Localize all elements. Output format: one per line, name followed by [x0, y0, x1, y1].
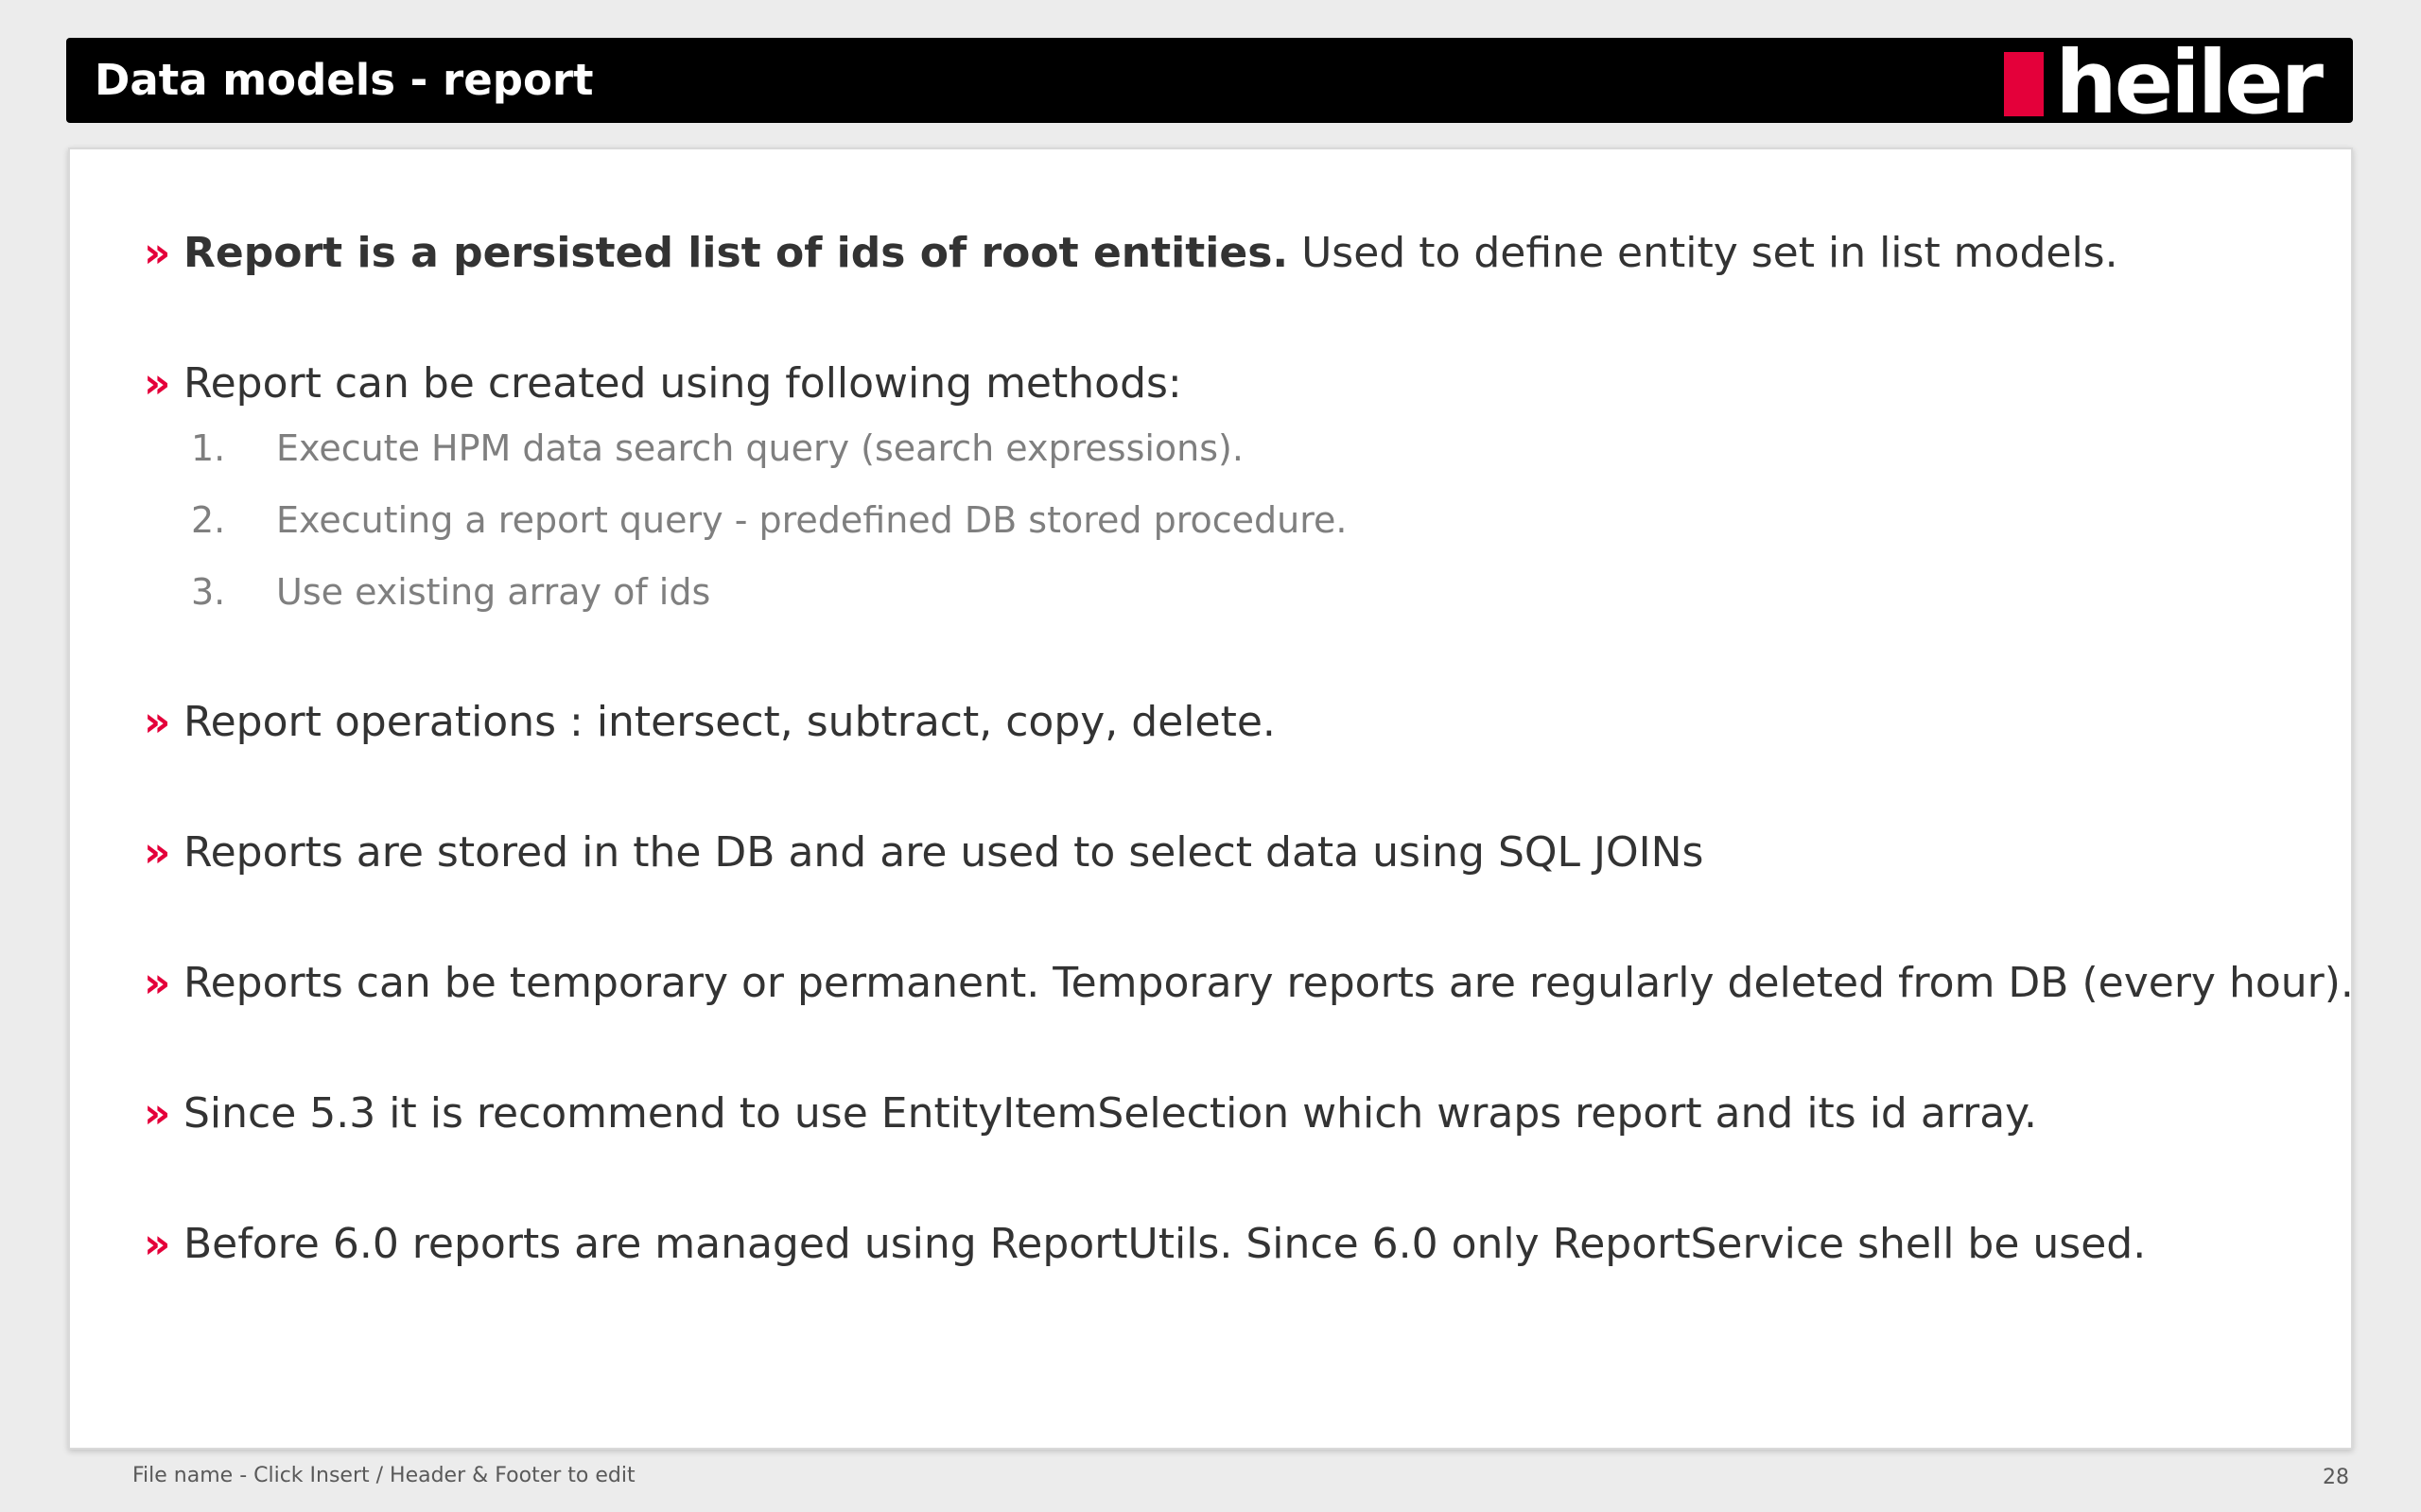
bullet-item: [144, 1214, 2313, 1275]
bullet-item: [144, 354, 2313, 414]
method-number: 3.: [191, 571, 226, 613]
slide-title: Data models - report: [95, 55, 594, 105]
bullet-text: Report can be created using following methods:: [183, 359, 1182, 408]
bullet-marker-icon: »: [144, 698, 171, 746]
bullet-item: [144, 223, 2313, 284]
footer-file-name: File name - Click Insert / Header & Footer to edit: [132, 1464, 636, 1487]
method-text: Use existing array of ids: [276, 571, 711, 613]
methods-list: [144, 422, 2313, 637]
method-item: [144, 565, 2313, 637]
logo-text: heiler: [2055, 32, 2321, 133]
bullet-text: Before 6.0 reports are managed using ReportUtils. Since 6.0 only ReportService shell be used.: [183, 1220, 2147, 1268]
method-item: [144, 494, 2313, 565]
bullet-marker-icon: »: [144, 359, 171, 408]
bullet-bold-text: Report is a persisted list of ids of root entities.: [183, 229, 1289, 277]
bullet-item: [144, 823, 2313, 883]
method-number: 1.: [191, 427, 226, 469]
method-text: Executing a report query - predefined DB stored procedure.: [276, 499, 1348, 541]
bullet-marker-icon: »: [144, 959, 171, 1007]
bullet-marker-icon: »: [144, 229, 171, 277]
slide-title-bar: [66, 32, 2353, 133]
bullet-marker-icon: »: [144, 1089, 171, 1138]
method-text: Execute HPM data search query (search expressions).: [276, 427, 1244, 469]
bullet-item: [144, 953, 2354, 1014]
bullet-marker-icon: »: [144, 828, 171, 877]
bullet-text: Reports are stored in the DB and are used to select data using SQL JOINs: [183, 828, 1704, 877]
bullet-item: [144, 1084, 2313, 1144]
heiler-logo: [2004, 32, 2321, 133]
bullet-text: Report operations : intersect, subtract, copy, delete.: [183, 698, 1276, 746]
footer-page-number: 28: [2323, 1466, 2349, 1489]
bullet-list: [144, 223, 2354, 1275]
bullet-text: Used to define entity set in list models.: [1288, 229, 2118, 277]
bullet-text: Reports can be temporary or permanent. Temporary reports are regularly deleted from DB (every hour).: [183, 959, 2354, 1007]
method-item: [144, 422, 2313, 494]
bullet-marker-icon: »: [144, 1220, 171, 1268]
bullet-text: Since 5.3 it is recommend to use EntityItemSelection which wraps report and its id array.: [183, 1089, 2037, 1138]
method-number: 2.: [191, 499, 226, 541]
logo-red-mark: [2004, 52, 2044, 116]
slide-content-panel: [68, 148, 2353, 1450]
bullet-item: [144, 692, 2313, 753]
